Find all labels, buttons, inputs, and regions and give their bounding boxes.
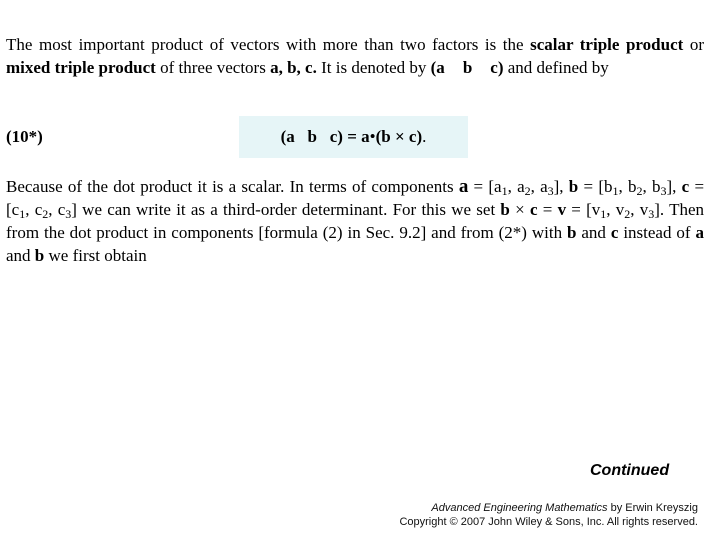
subscript: 3 bbox=[547, 184, 554, 198]
equation-lhs: (a b c) = bbox=[280, 127, 362, 146]
text: and bbox=[576, 223, 611, 242]
text: It is denoted by bbox=[316, 58, 431, 77]
text: of three vectors bbox=[155, 58, 271, 77]
text: = bbox=[537, 200, 558, 219]
components-paragraph bbox=[6, 175, 704, 267]
term-scalar-triple-product: scalar triple product bbox=[530, 35, 684, 54]
subscript: 3 bbox=[648, 207, 655, 221]
subscript: 3 bbox=[660, 184, 667, 198]
dot-operator: • bbox=[369, 127, 376, 146]
book-credit bbox=[338, 502, 698, 514]
equation-label: (10*) bbox=[6, 127, 43, 146]
subscript: 1 bbox=[501, 184, 508, 198]
notation-part: (a bbox=[430, 58, 445, 77]
equation-period: . bbox=[422, 127, 427, 146]
text: = [c bbox=[6, 177, 705, 219]
text: The most important product of vectors with more than two factors is the bbox=[6, 35, 531, 54]
book-title: Advanced Engineering Mathematics bbox=[431, 502, 608, 514]
subscript: 2 bbox=[42, 207, 49, 221]
continued-label: Continued bbox=[590, 462, 670, 479]
text: , c bbox=[48, 200, 66, 219]
intro-paragraph bbox=[6, 33, 704, 79]
text: ] we can write it as a third-order determinant. For this we set bbox=[71, 200, 501, 219]
vector-c: c bbox=[681, 177, 690, 196]
text: , v bbox=[606, 200, 625, 219]
text: , b bbox=[642, 177, 661, 196]
equation-vector-a: a bbox=[361, 127, 370, 146]
vector-a: a bbox=[458, 176, 469, 197]
vector-c: c bbox=[610, 223, 619, 242]
text: ], bbox=[553, 177, 569, 196]
text: we first obtain bbox=[44, 246, 147, 265]
text: , a bbox=[507, 177, 525, 196]
text: × bbox=[509, 200, 530, 219]
book-author: by Erwin Kreyszig bbox=[607, 502, 698, 514]
text: , c bbox=[25, 200, 43, 219]
vector-b: b bbox=[34, 246, 45, 265]
vectors-abc: a, b, c. bbox=[270, 58, 317, 77]
vector-c: c bbox=[529, 200, 538, 219]
vector-b: b bbox=[500, 200, 510, 219]
text: , a bbox=[530, 177, 548, 196]
copyright-notice: Copyright © 2007 John Wiley & Sons, Inc. All rights reserved. bbox=[399, 516, 698, 528]
text: and bbox=[6, 246, 35, 265]
subscript: 2 bbox=[624, 207, 631, 221]
text: ], bbox=[666, 177, 682, 196]
text: = [v bbox=[566, 200, 601, 219]
vector-a: a bbox=[695, 223, 704, 242]
text: , v bbox=[630, 200, 649, 219]
vector-v: v bbox=[557, 200, 567, 219]
vector-b: b bbox=[567, 223, 577, 242]
vector-b: b bbox=[568, 177, 579, 196]
text: ]. Then from the dot product in components [formula (2) in Sec. 9.2] and from (2*) with bbox=[6, 200, 705, 242]
subscript: 1 bbox=[612, 184, 619, 198]
notation-part: b bbox=[462, 58, 473, 77]
text: instead of bbox=[618, 223, 696, 242]
subscript: 1 bbox=[19, 207, 26, 221]
equation-cross: (b × c) bbox=[375, 127, 423, 146]
notation-part: c) bbox=[490, 58, 504, 77]
subscript: 3 bbox=[65, 207, 72, 221]
text: = [b bbox=[578, 177, 613, 196]
text: or bbox=[683, 35, 704, 54]
text: and defined by bbox=[503, 58, 609, 77]
equation-box bbox=[239, 116, 468, 158]
text: = [a bbox=[468, 177, 502, 196]
text: , b bbox=[618, 177, 637, 196]
term-mixed-triple-product: mixed triple product bbox=[6, 58, 156, 77]
text: Because of the dot product it is a scalar. In terms of components bbox=[6, 177, 459, 196]
subscript: 1 bbox=[600, 207, 607, 221]
subscript: 2 bbox=[524, 184, 531, 198]
subscript: 2 bbox=[636, 184, 643, 198]
